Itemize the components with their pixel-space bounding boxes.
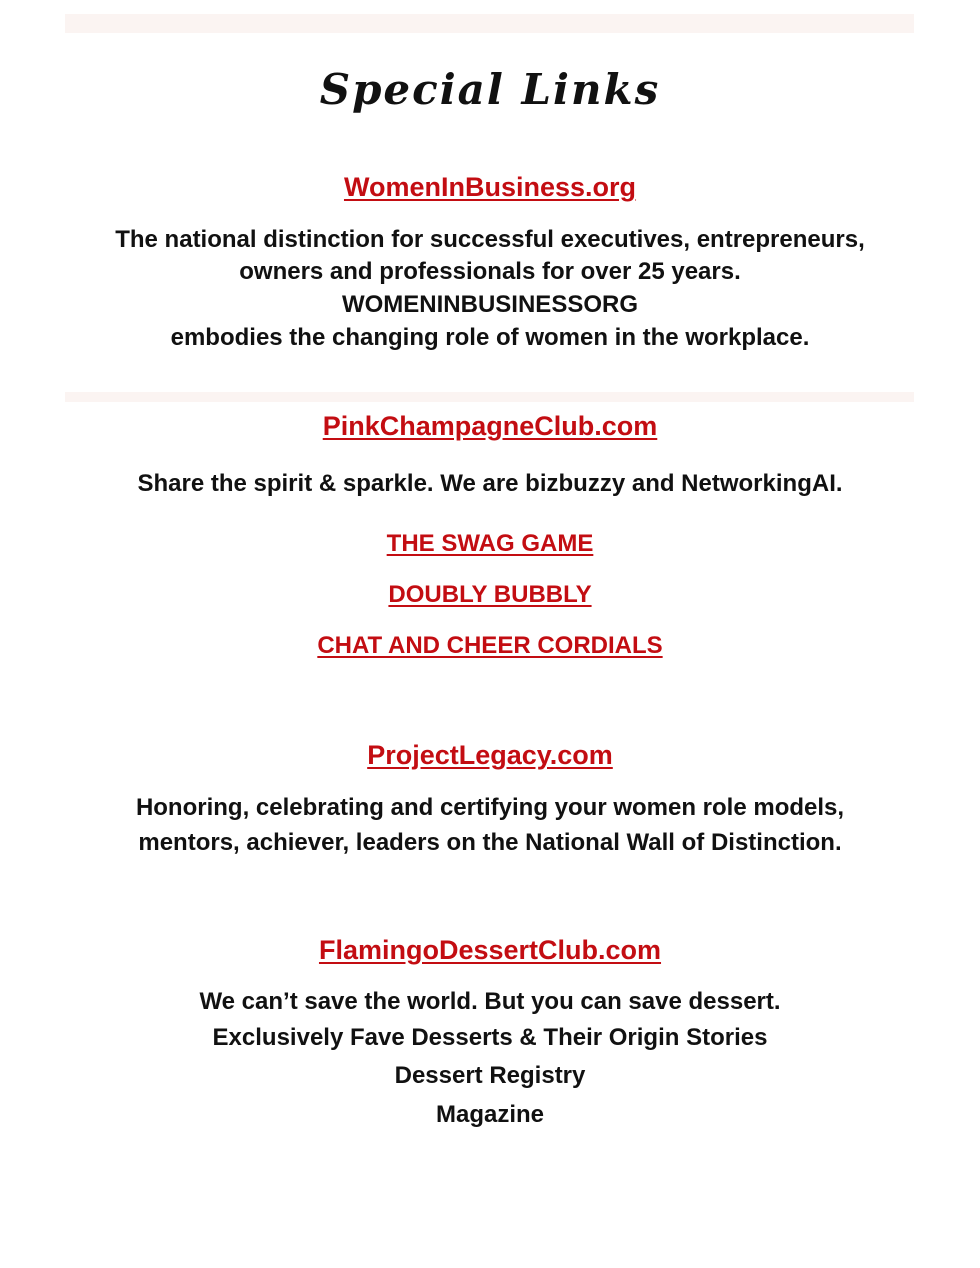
section-1-line-1: The national distinction for successful executives, entrepreneurs,	[115, 226, 865, 253]
link-pink-champagne-club[interactable]: PinkChampagneClub.com	[322, 411, 658, 441]
section-3-line-1: Honoring, celebrating and certifying your women role models,	[135, 794, 845, 821]
link-flamingo-dessert-club[interactable]: FlamingoDessertClub.com	[318, 935, 662, 965]
link-chat-and-cheer-cordials[interactable]: CHAT AND CHEER CORDIALS	[317, 632, 663, 659]
page-title: Special Links	[319, 65, 661, 114]
link-swag-game[interactable]: THE SWAG GAME	[386, 530, 594, 557]
section-4-line-1: We can’t save the world. But you can save dessert.	[199, 988, 781, 1015]
section-divider-bar	[65, 392, 914, 402]
section-1-line-3: WOMENINBUSINESSORG	[341, 291, 638, 318]
link-doubly-bubbly[interactable]: DOUBLY BUBBLY	[388, 581, 592, 608]
top-divider-bar	[65, 14, 914, 33]
link-women-in-business[interactable]: WomenInBusiness.org	[343, 172, 637, 202]
section-1-line-2: owners and professionals for over 25 years.	[239, 258, 741, 285]
section-4-line-3: Dessert Registry	[394, 1062, 586, 1089]
section-3-line-2: mentors, achiever, leaders on the National Wall of Distinction.	[138, 829, 842, 856]
link-project-legacy[interactable]: ProjectLegacy.com	[367, 740, 613, 770]
section-4-line-4: Magazine	[435, 1101, 545, 1128]
section-4-line-2: Exclusively Fave Desserts & Their Origin Stories	[212, 1024, 768, 1051]
section-2-line-1: Share the spirit & sparkle. We are bizbuzzy and NetworkingAI.	[137, 470, 843, 497]
section-1-line-4: embodies the changing role of women in the workplace.	[170, 324, 810, 351]
